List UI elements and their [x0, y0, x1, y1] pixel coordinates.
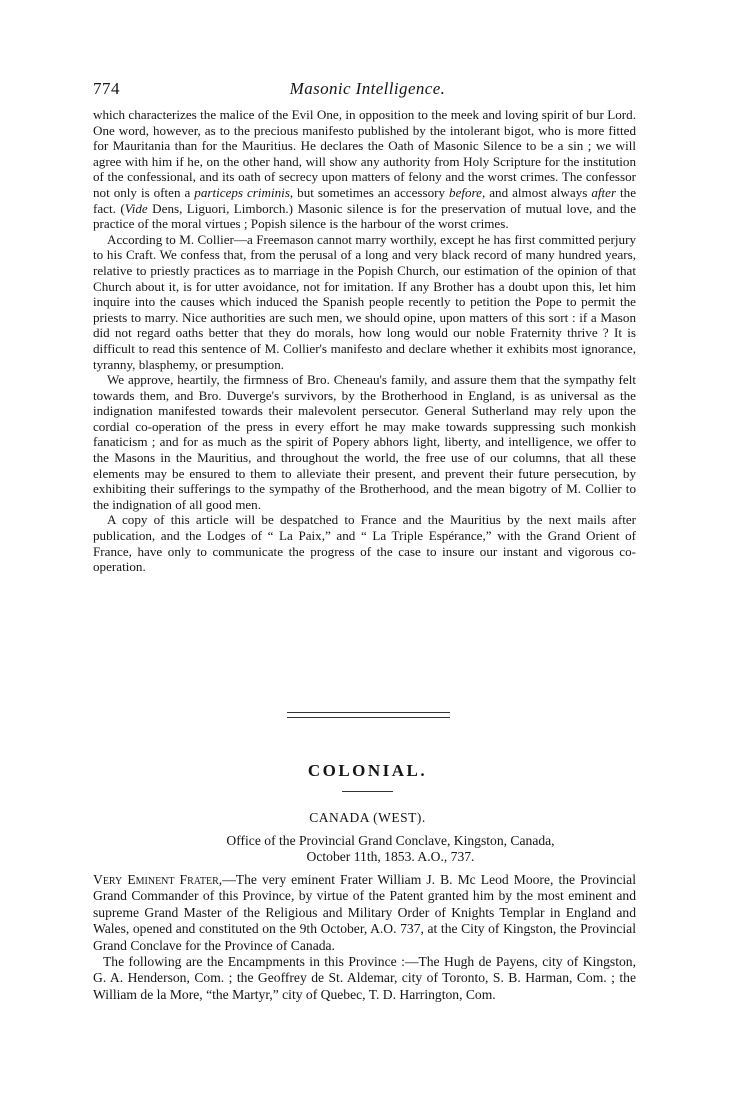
- article-paragraph: [93, 232, 636, 372]
- italic-run: after: [591, 184, 617, 200]
- colonial-body: [93, 872, 636, 1003]
- italic-run: particeps criminis,: [194, 184, 294, 200]
- dateline: [93, 833, 636, 865]
- text-run: and almost always: [485, 184, 592, 200]
- page-number: 774: [93, 79, 120, 98]
- text-run: the fact. (: [93, 184, 637, 216]
- running-title: Masonic Intelligence.: [289, 79, 446, 98]
- text-run: but sometimes an accessory: [293, 184, 450, 200]
- salutation: Very Eminent Frater,: [93, 872, 223, 887]
- italic-run: Vide: [124, 200, 148, 216]
- text-run: which characterizes the malice of the Evil One, in opposition to the meek and loving spirit of bur Lord. One word, however, as to the precious manifesto published by the intolerant bigot, who is more fitted for Mauritania than for the Mauritius. He declares the Oath of Masonic Silence to be a sin ; we will agree with him if he, on the other hand, will show any authority from Holy Scripture for the institution of the confessional, and its oath of secrecy upon matters of felony and the worst crimes. The confessor not only is often a: [93, 107, 636, 200]
- section-divider: [287, 712, 450, 718]
- title-underline: [342, 791, 393, 792]
- italic-run: before,: [449, 184, 486, 200]
- colonial-paragraph-text: —The very eminent Frater William J. B. Mc Leod Moore, the Provincial Grand Commander of this Province, by virtue of the Patent granted him by the most eminent and supreme Grand Master of the Religious and Military Order of Knights Templar in England and Wales, opened and constituted on the 9th October, A.O. 737, at the City of Kingston, the Provincial Grand Conclave for the Province of Canada.: [93, 872, 636, 953]
- colonial-paragraph: The following are the Encampments in this Province :—The Hugh de Payens, city of Kingston, G. A. Henderson, Com. ; the Geoffrey de St. Aldemar, city of Toronto, S. B. Harman, Com. ; the William de la More, “the Martyr,” city of Quebec, T. D. Harrington, Com.: [93, 954, 636, 1002]
- section-title: COLONIAL.: [307, 761, 428, 780]
- article-body: [93, 107, 636, 575]
- text-run: We approve, heartily, the firmness of Bro. Cheneau's family, and assure them that the sympathy felt towards them, and Bro. Duverge's survivors, by the Brotherhood in England, is as universal as the indignation manifested towards their malevolent persecutor. General Sutherland may rely upon the cordial co-operation of the press in every effort he may make towards suppressing such monkish fanaticism ; and for as much as the spirit of Popery abhors light, liberty, and intelligence, we offer to the Masons in the Mauritius, and throughout the world, the free use of our columns, that all these elements may be ensured to them to alleviate their present, and prevent their future persecution, by exhibiting their sufferings to the sympathy of the Brotherhood, and the mean bigotry of M. Collier to the indignation of all good men.: [93, 372, 636, 512]
- article-paragraph: [93, 107, 636, 232]
- article-paragraph: [93, 372, 636, 512]
- text-run: A copy of this article will be despatched to France and the Mauritius by the next mails after publication, and the Lodges of “ La Paix,” and “ La Triple Espérance,” with the Grand Orient of France, have only to communicate the progress of the case to insure our instant and vigorous co-operation.: [93, 512, 636, 575]
- text-run: According to M. Collier—a Freemason cannot marry worthily, except he has first committed perjury to his Craft. We confess that, from the perusal of a long and very black record of many hundred years, relative to priestly practices as to marriage in the Popish Church, our estimation of the opinion of that Church about it, is for utter avoidance, not for imitation. If any Brother has a doubt upon this, let him inquire into the causes which induced the Spanish people recently to petition the Pope to permit the priests to marry. Nice authorities are such men, we should opine, upon matters of this sort : if a Mason did not regard oaths better that they do morals, how long would our noble Fraternity thrive ? It is difficult to read this sentence of M. Collier's manifesto and declare whether it exhibits most ignorance, tyranny, blasphemy, or presumption.: [93, 231, 636, 372]
- subsection-title: CANADA (WEST).: [309, 810, 426, 825]
- text-run: Dens, Liguori, Limborch.) Masonic silence is for the preservation of mutual love, and the practice of the moral virtues ; Popish silence is the harbour of the worst crimes.: [93, 200, 636, 232]
- colonial-paragraph: [93, 872, 636, 954]
- article-paragraph: [93, 512, 636, 574]
- dateline-line-2: October 11th, 1853. A.O., 737.: [306, 849, 475, 864]
- dateline-line-1: Office of the Provincial Grand Conclave, Kingston, Canada,: [226, 833, 555, 848]
